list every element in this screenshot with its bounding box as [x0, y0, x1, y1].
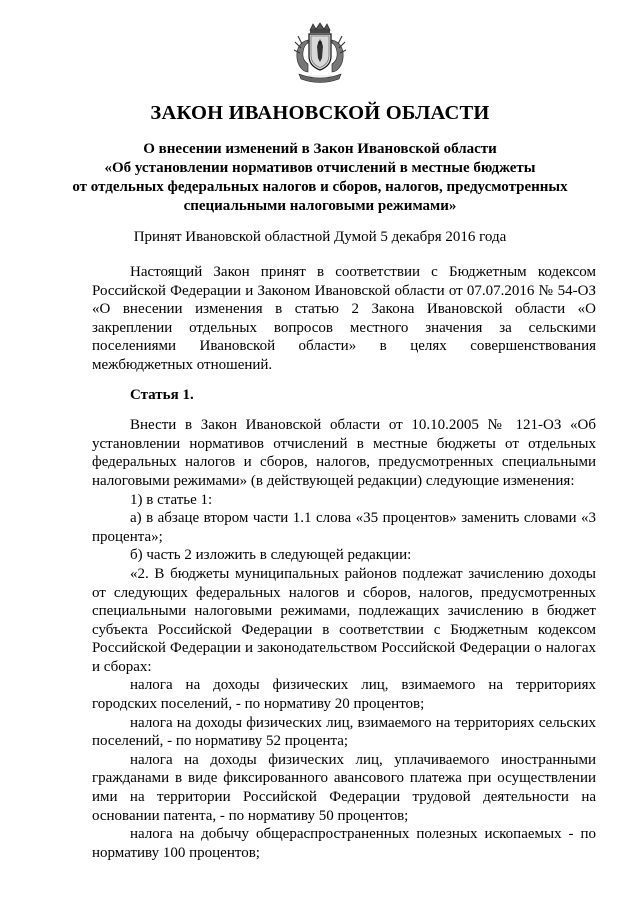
subtitle-line: специальными налоговыми режимами» [183, 198, 457, 214]
adoption-line: Принят Ивановской областной Думой 5 декабря 2016 года [133, 229, 507, 245]
body-paragraph: «2. В бюджеты муниципальных районов подлежат зачислению доходы от следующих федеральных налогов и сборов, налогов, предусмотренных специальными налоговыми режимами, подлежащих зачислению в бюджет субъекта Российской Федерации в соответствии с Бюджетным кодексом Российской Федерации и законодательством Российской Федерации о налогах и сборах: [92, 565, 596, 675]
ivanovo-coat-of-arms-icon [289, 22, 351, 86]
preamble-paragraph: Настоящий Закон принят в соответствии с Бюджетным кодексом Российской Федерации и Законом Ивановской области от 07.07.2016 № 54-ОЗ «О внесении изменения в статью 2 Закона Ивановской области «О закреплении отдельных вопросов местного значения за сельскими поселениями Ивановской области» в целях совершенствования межбюджетных отношений. [92, 264, 596, 373]
article-heading: Статья 1. [130, 386, 194, 403]
body-paragraph: 1) в статье 1: [130, 491, 213, 508]
body-paragraph: налога на доходы физических лиц, взимаемого на территориях городских поселений, - по нормативу 20 процентов; [92, 677, 596, 713]
body-paragraph: а) в абзаце втором части 1.1 слова «35 процентов» заменить словами «3 процента»; [92, 510, 596, 545]
body-paragraph: налога на добычу общераспространенных полезных ископаемых - по нормативу 100 процентов; [92, 826, 596, 861]
body-paragraph: налога на доходы физических лиц, уплачиваемого иностранными гражданами в виде фиксированного авансового платежа при осуществлении ими на территории Российской Федерации трудовой деятельности на основании патента, - по нормативу 50 процентов; [92, 751, 596, 824]
subtitle-line: «Об установлении нормативов отчислений в местные бюджеты [104, 160, 536, 176]
subtitle-line: от отдельных федеральных налогов и сборов, налогов, предусмотренных [72, 179, 568, 195]
body-paragraph: б) часть 2 изложить в следующей редакции: [130, 547, 412, 564]
law-body [92, 263, 596, 862]
law-title: ЗАКОН ИВАНОВСКОЙ ОБЛАСТИ [150, 102, 490, 124]
body-paragraph: налога на доходы физических лиц, взимаемого на территориях сельских поселений, - по нормативу 52 процента; [92, 714, 596, 750]
body-paragraph: Внести в Закон Ивановской области от 10.10.2005 № 121-ОЗ «Об установлении нормативов отчислений в местные бюджеты от отдельных федеральных налогов и сборов, налогов, предусмотренных специальными налоговыми режимами» (в действующей редакции) следующие изменения: [92, 417, 596, 489]
subtitle-line: О внесении изменений в Закон Ивановской области [143, 141, 497, 157]
law-subtitle [60, 140, 580, 216]
